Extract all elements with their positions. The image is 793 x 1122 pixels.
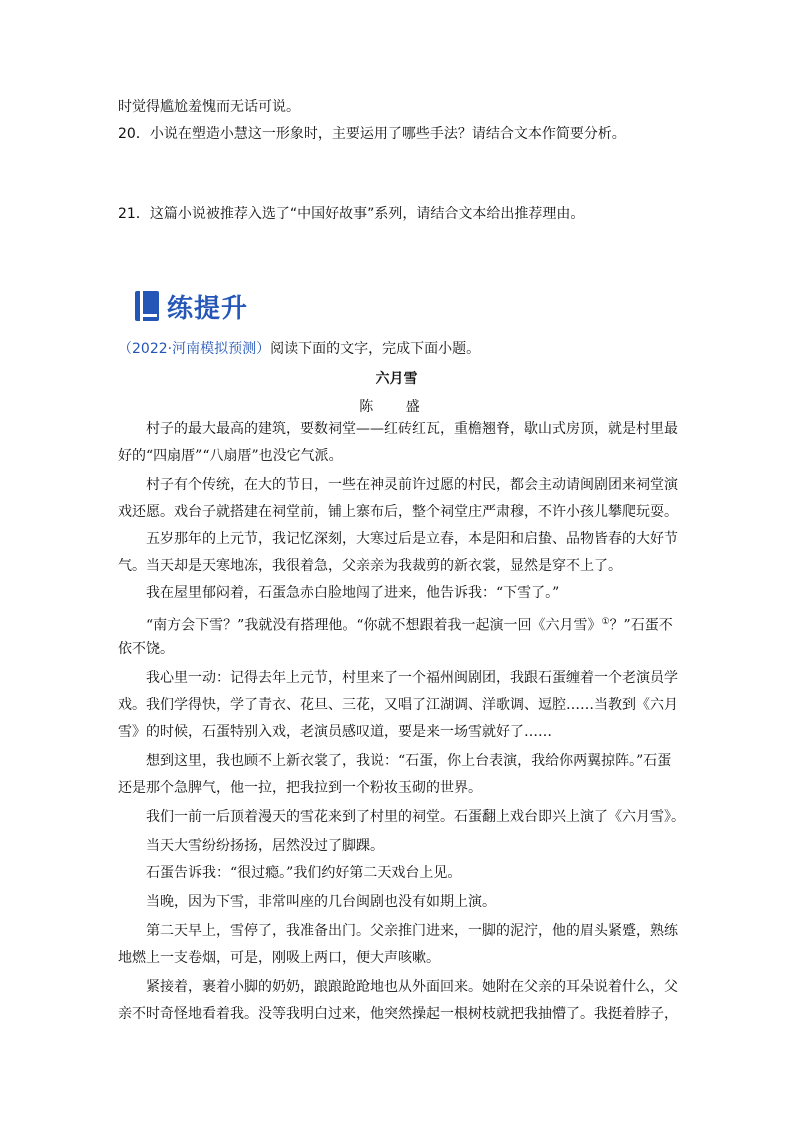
article-line-text: 我们一前一后顶着漫天的雪花来到了村里的祠堂。石蛋翻上戏台即兴上演了《六月雪》。 (146, 809, 685, 825)
article-line-text: 想到这里，我也顾不上新衣裳了，我说：“石蛋，你上台表演，我给你两翼掠阵。”石蛋 (146, 753, 672, 769)
article-line-text: 村子的最大最高的建筑，要数祠堂——红砖红瓦，重檐翘脊，歇山式房顶，就是村里最 (146, 421, 678, 437)
article-line (118, 503, 678, 521)
article-line-text: 当晚，因为下雪，非常叫座的几台闽剧也没有如期上演。 (146, 894, 496, 910)
article-line (118, 864, 706, 882)
article-line (118, 557, 678, 575)
article-line (118, 669, 706, 687)
article-line-text: 村子有个传统，在大的节日，一些在神灵前许过愿的村民，都会主动请闽剧团来祠堂演 (146, 477, 678, 493)
article-line-text: 亲不时奇怪地看着我。没等我明白过来，他突然操起一根树枝就把我抽懵了。我挺着脖子， (118, 1006, 678, 1022)
article-line-text: 我在屋里郁闷着，石蛋急赤白脸地闯了进来，他告诉我：“下雪了。” (146, 585, 560, 601)
article-line (118, 837, 706, 855)
source-label: （2022·河南模拟预测） (118, 341, 271, 357)
book-icon (135, 291, 159, 321)
article-line-text: 好的“四扇厝”“八扇厝”也没它气派。 (118, 448, 343, 464)
article-line (118, 922, 706, 940)
article-line (118, 779, 678, 797)
article-line-text: 气。当天却是天寒地冻，我很着急，父亲亲为我裁剪的新衣裳，显然是穿不上了。 (118, 558, 622, 574)
author: 陈 盛 (359, 399, 434, 415)
article-line (118, 640, 678, 658)
article-line (118, 1005, 678, 1023)
body-text: 时觉得尴尬羞愧而无话可说。 (118, 99, 300, 115)
article-line (118, 420, 706, 438)
article-line-text: 第二天早上，雪停了，我准备出门。父亲推门进来，一脚的泥泞，他的眉头紧蹙，熟练 (146, 923, 678, 939)
article-line (118, 752, 706, 770)
article-line-text: 五岁那年的上元节，我记忆深刻，大寒过后是立春，本是阳和启蛰、品物皆春的大好节 (146, 531, 678, 547)
footnote-marker: ① (601, 617, 610, 627)
article-line-text: “南方会下雪？”我就没有搭理他。“你就不想跟着我一起演一回《六月雪》 (146, 617, 602, 634)
section-title: 练提升 (167, 293, 249, 324)
article-line (118, 949, 678, 967)
instruction-text: 阅读下面的文字，完成下面小题。 (270, 341, 481, 357)
article-line-text: 我心里一动：记得去年上元节，村里来了一个福州闽剧团，我跟石蛋缠着一个老演员学 (146, 670, 678, 686)
article-line-text: 雪》的时候，石蛋特别入戏，老演员感叹道，要是来一场雪就好了…… (118, 724, 552, 740)
article-line (118, 723, 678, 741)
article-line (118, 696, 678, 714)
article-line-text: 还是那个急脾气，他一拉，把我拉到一个粉妆玉砌的世界。 (118, 780, 482, 796)
article-title: 六月雪 (375, 371, 418, 387)
article-line-text: 戏还愿。戏台子就搭建在祠堂前，铺上寨布后，整个祠堂庄严肃穆，不许小孩儿攀爬玩耍。 (118, 504, 678, 520)
article-line-text: 紧接着，裹着小脚的奶奶，踉踉跄跄地也从外面回来。她附在父亲的耳朵说着什么，父 (146, 979, 678, 995)
article-line-text: 石蛋告诉我：“很过瘾。”我们约好第二天戏台上见。 (146, 865, 462, 881)
article-line-text: 地燃上一支卷烟，可是，刚吸上两口，便大声咳嗽。 (118, 950, 440, 966)
question-20: 20．小说在塑造小慧这一形象时，主要运用了哪些手法？请结合文本作简要分析。 (118, 126, 626, 142)
article-line-text: 依不饶。 (118, 641, 174, 657)
article-line-tail: ？”石蛋不 (609, 617, 673, 634)
article-line (118, 447, 678, 465)
article-line (118, 893, 706, 911)
article-line (118, 530, 706, 548)
article-line (118, 476, 706, 494)
question-21: 21．这篇小说被推荐入选了“中国好故事”系列，请结合文本给出推荐理由。 (118, 206, 585, 222)
article-line (118, 808, 706, 826)
article-line (118, 613, 706, 635)
section-header (135, 288, 248, 324)
instruction-line (118, 340, 480, 358)
article-line-text: 戏。我们学得快，学了青衣、花旦、三花，又唱了江湖调、洋歌调、逗腔……当教到《六月 (118, 697, 678, 713)
article-line (118, 584, 706, 602)
article-line (118, 978, 706, 996)
article-line-text: 当天大雪纷纷扬扬，居然没过了脚踝。 (146, 838, 384, 854)
